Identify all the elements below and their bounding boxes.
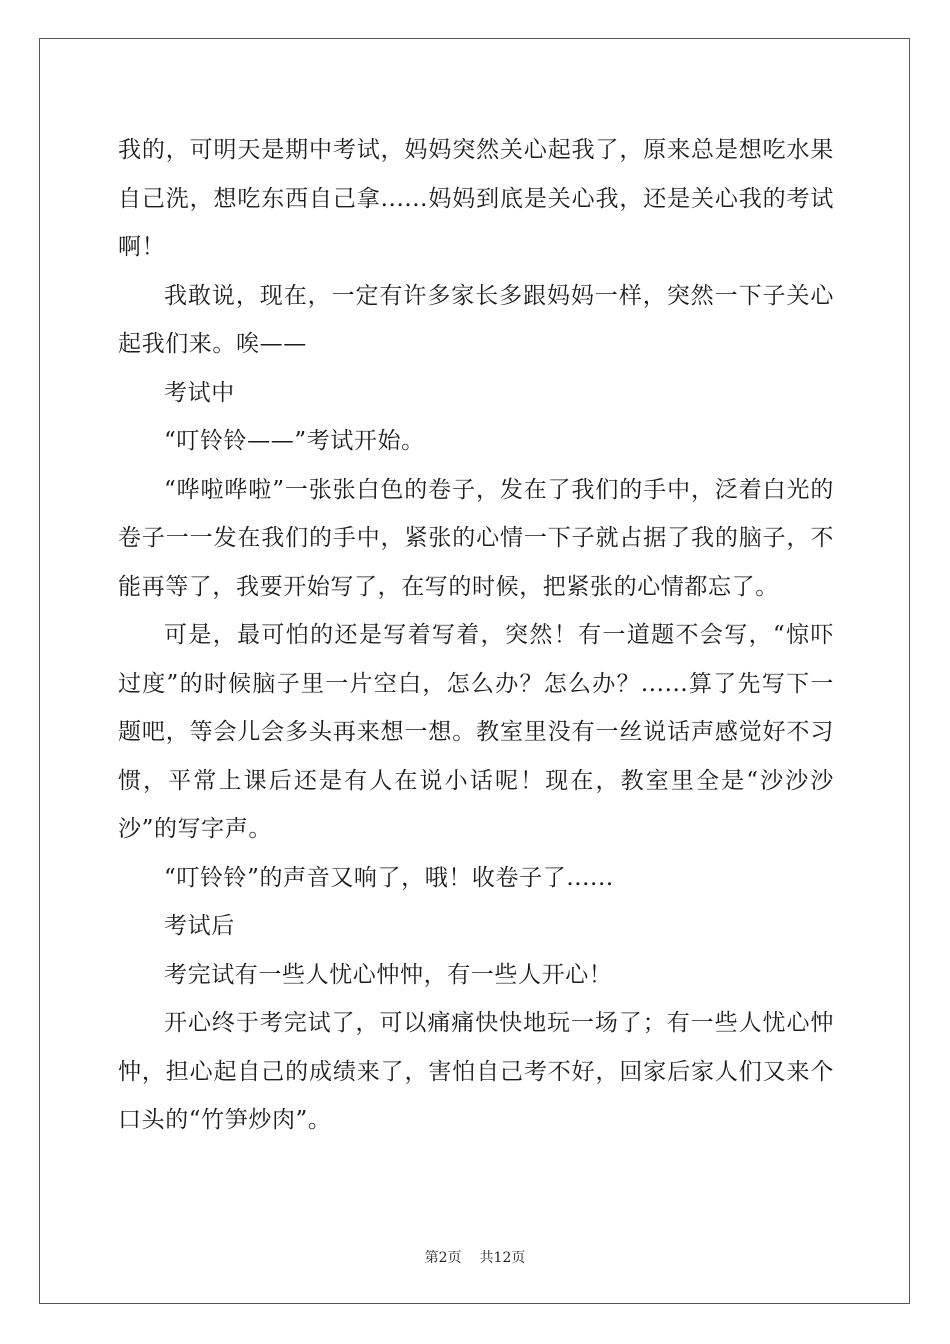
page-number: 第2页 bbox=[424, 1250, 462, 1266]
total-pages: 共12页 bbox=[479, 1250, 526, 1266]
paragraph-continuation: 我的，可明天是期中考试，妈妈突然关心起我了，原来总是想吃水果自己洗，想吃东西自己拿......妈妈到底是关心我，还是关心我的考试啊！ bbox=[118, 137, 834, 260]
paragraph: 我敢说，现在，一定有许多家长多跟妈妈一样，突然一下子关心起我们来。唉—— bbox=[118, 282, 834, 357]
document-body bbox=[118, 126, 834, 1145]
paragraph: 可是，最可怕的还是写着写着，突然！有一道题不会写，“惊吓过度”的时候脑子里一片空白，怎么办？怎么办？......算了先写下一题吧，等会儿会多头再来想一想。教室里没有一丝说话声感觉好不习惯，平常上课后还是有人在说小话呢！现在，教室里全是“沙沙沙沙”的写字声。 bbox=[118, 622, 834, 842]
paragraph: “叮铃铃——”考试开始。 bbox=[164, 428, 425, 454]
section-heading-after-exam: 考试后 bbox=[164, 913, 235, 939]
paragraph: “叮铃铃”的声音又响了，哦！收卷子了...... bbox=[164, 864, 614, 891]
paragraph: 开心终于考完试了，可以痛痛快快地玩一场了；有一些人忧心忡忡，担心起自己的成绩来了，害怕自己考不好，回家后家人们又来个口头的“竹笋炒肉”。 bbox=[118, 1010, 834, 1133]
section-heading-during-exam: 考试中 bbox=[164, 379, 235, 406]
paragraph: “哗啦哗啦”一张张白色的卷子，发在了我们的手中，泛着白光的卷子一一发在我们的手中，紧张的心情一下子就占据了我的脑子，不能再等了，我要开始写了，在写的时候，把紧张的心情都忘了。 bbox=[118, 476, 834, 600]
page-footer bbox=[0, 1247, 950, 1267]
paragraph: 考完试有一些人忧心忡忡，有一些人开心！ bbox=[164, 961, 613, 988]
